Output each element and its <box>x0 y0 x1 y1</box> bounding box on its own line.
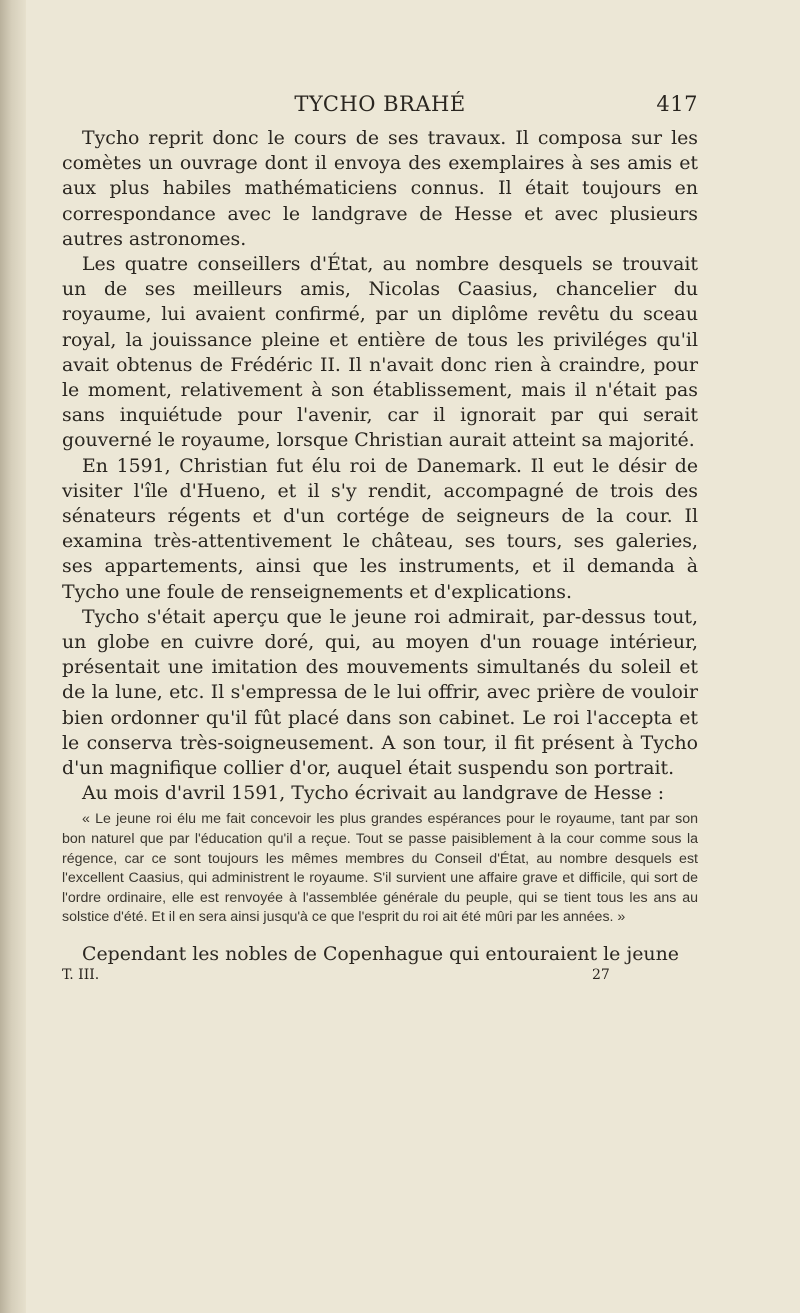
letter-quote: « Le jeune roi élu me fait concevoir les plus grandes espérances pour le royaume, tant par son bon naturel que par l'éducation qu'il a reçue. Tout se passe paisiblement à la cour comme sous la régence, car ce sont toujours les mêmes membres du Conseil d'État, au nombre desquels est l'excellent Caasius, qui administrent le royaume. S'il survient une affaire grave et difficile, qui sort de l'ordre ordinaire, elle est renvoyée à l'assemblée générale du peuple, qui se tient tous les ans au solstice d'été. Et il en sera ainsi jusqu'à ce que l'esprit du roi ait été mûri par les années. » <box>62 811 698 926</box>
page-footer <box>62 967 698 989</box>
paragraph: Tycho s'était aperçu que le jeune roi admirait, par-dessus tout, un globe en cuivre doré, qui, au moyen d'un rouage intérieur, présentait une imitation des mouvements simultanés du soleil et de la lune, etc. Il s'empressa de le lui offrir, avec prière de vouloir bien ordonner qu'il fût placé dans son cabinet. Le roi l'accepta et le conserva très-soigneusement. A son tour, il fit présent à Tycho d'un magnifique collier d'or, auquel était suspendu son portrait. <box>62 605 698 780</box>
book-page <box>62 92 698 989</box>
page-number: 417 <box>656 92 698 116</box>
paragraph: En 1591, Christian fut élu roi de Danemark. Il eut le désir de visiter l'île d'Hueno, et il s'y rendit, accompagné de trois des sénateurs régents et d'un cortége de seigneurs de la cour. Il examina très-attentivement le château, ses tours, ses galeries, ses appartements, ainsi que les instruments, et il demanda à Tycho une foule de renseignements et d'explications. <box>62 454 698 603</box>
paragraph: Au mois d'avril 1591, Tycho écrivait au landgrave de Hesse : <box>82 782 665 805</box>
body-text <box>62 126 698 806</box>
closing-line: Cependant les nobles de Copenhague qui entouraient le jeune <box>82 943 679 966</box>
sheet-number: 27 <box>592 967 610 984</box>
paragraph: Tycho reprit donc le cours de ses travaux. Il composa sur les comètes un ouvrage dont il envoya des exemplaires à ses amis et aux plus habiles mathématiciens connus. Il était toujours en correspondance avec le landgrave de Hesse et avec plusieurs autres astronomes. <box>62 127 698 250</box>
book-spine-shadow <box>0 0 26 1313</box>
running-title: TYCHO BRAHÉ <box>294 92 466 116</box>
running-header <box>62 92 698 126</box>
paragraph: Les quatre conseillers d'État, au nombre desquels se trouvait un de ses meilleurs amis, Nicolas Caasius, chancelier du royaume, lui avaient confirmé, par un diplôme revêtu du sceau royal, la jouissance pleine et entière de tous les priviléges qu'il avait obtenus de Frédéric II. Il n'avait donc rien à craindre, pour le moment, relativement à son établissement, mais il n'était pas sans inquiétude pour l'avenir, car il ignorait par qui serait gouverné le royaume, lorsque Christian aurait atteint sa majorité. <box>62 253 698 452</box>
volume-signature: T. III. <box>62 967 100 984</box>
